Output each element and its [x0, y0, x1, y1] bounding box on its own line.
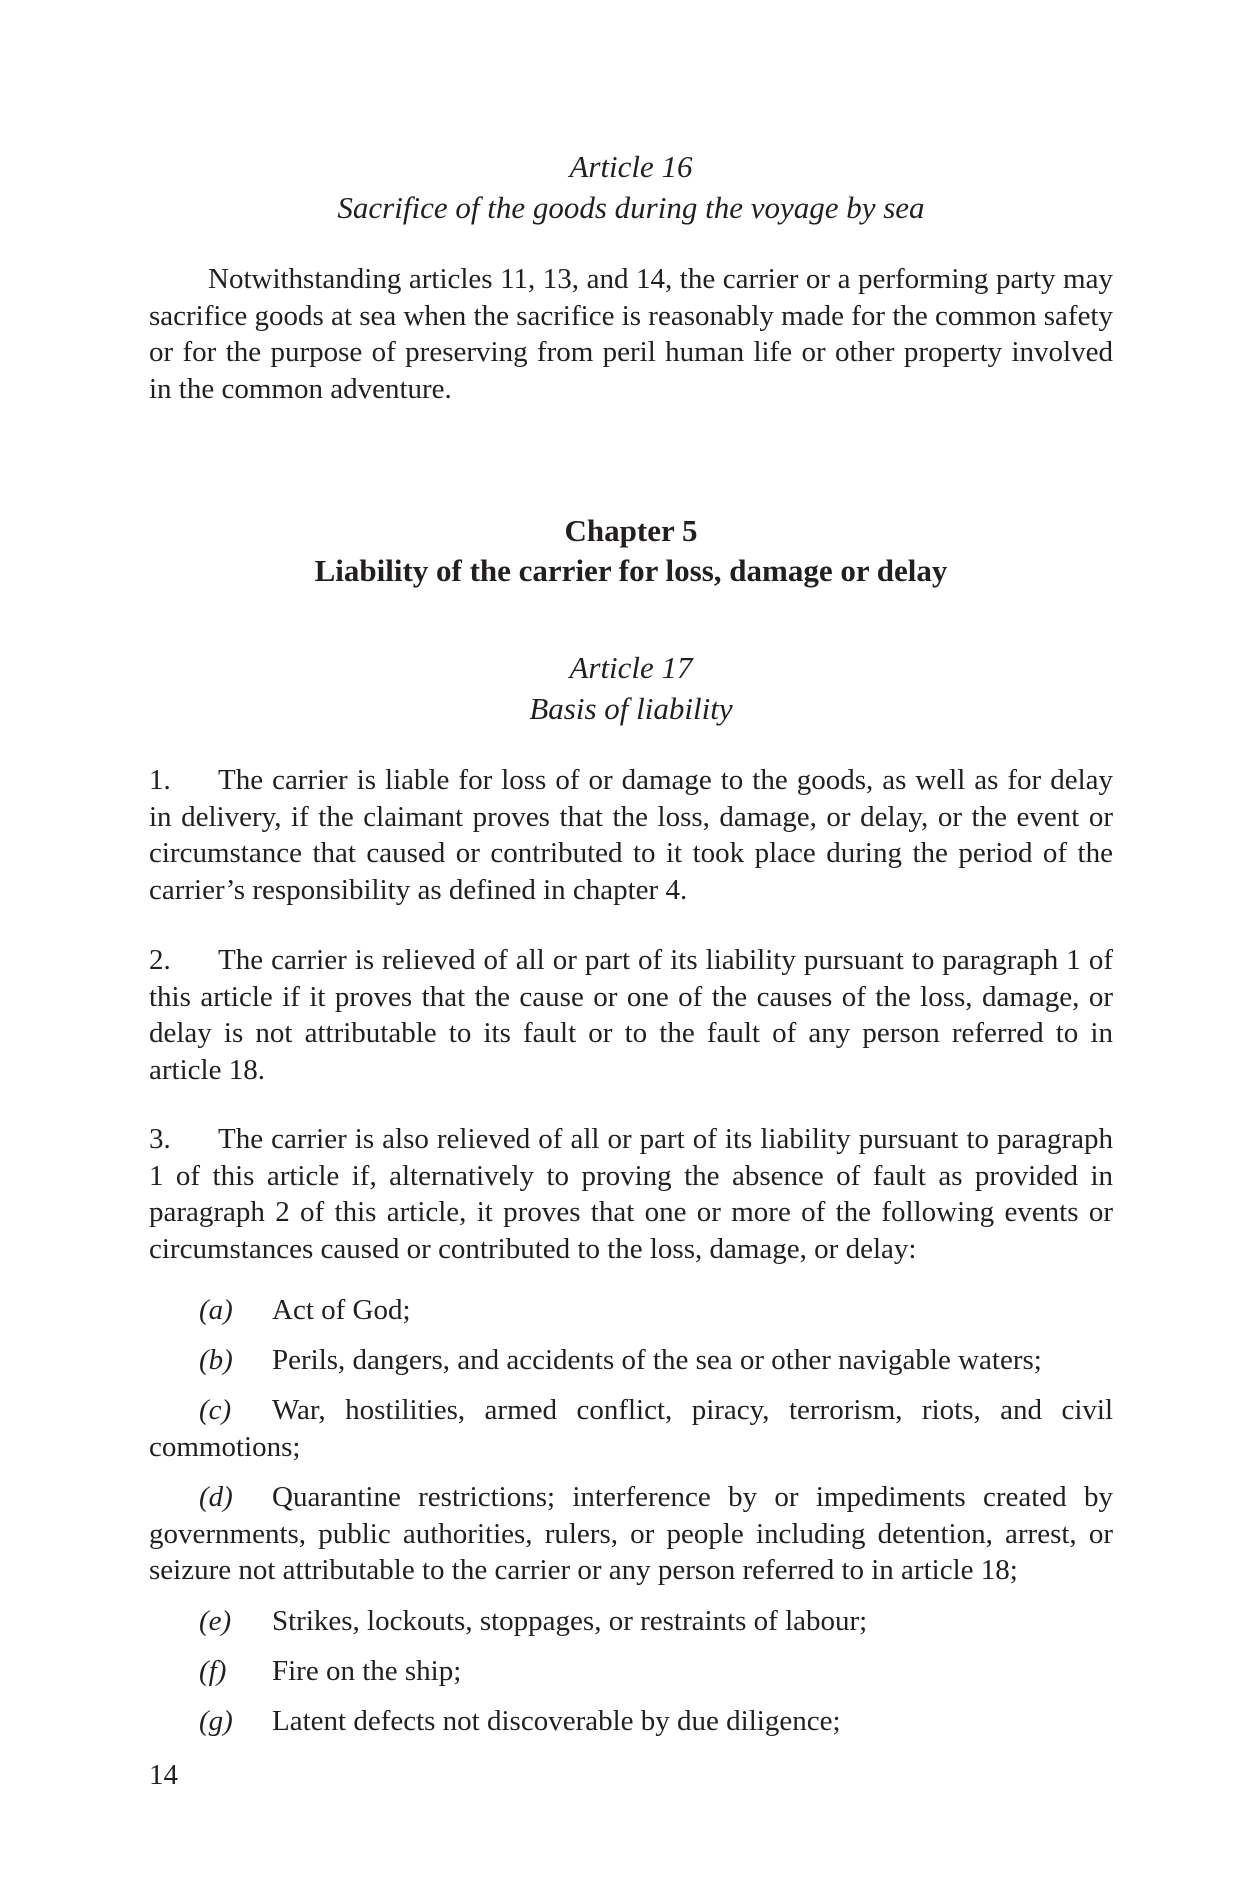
article-17-paragraph-3: [149, 1121, 1113, 1267]
item-letter: (e): [199, 1605, 232, 1637]
item-letter: (b): [199, 1344, 233, 1376]
list-item: [149, 1703, 1113, 1740]
chapter-5-subtitle: Liability of the carrier for loss, damage or delay: [314, 553, 948, 588]
article-16-body: [149, 261, 1113, 407]
list-item: [149, 1653, 1113, 1690]
list-item: [149, 1392, 1113, 1465]
item-text: Fire on the ship;: [272, 1655, 462, 1687]
paragraph-number: 1.: [149, 764, 171, 796]
article-17-paragraph-2: [149, 942, 1113, 1088]
item-text: Quarantine restrictions; interference by or impediments created by governments, public authorities, rulers, or people including detention, arrest, or seizure not attributable to the carrier or any person referred to in article 18;: [149, 1481, 1113, 1586]
item-text: War, hostilities, armed conflict, piracy, terrorism, riots, and civil commotions;: [149, 1394, 1113, 1463]
paragraph-text: The carrier is liable for loss of or damage to the goods, as well as for delay in delivery, if the claimant proves that the loss, damage, or delay, or the event or circumstance that caused or contributed to it took place during the period of the carrier’s responsibility as defined in chapter 4.: [149, 764, 1113, 906]
paragraph-text: The carrier is relieved of all or part of its liability pursuant to paragraph 1 of this article if it proves that the cause or one of the causes of the loss, damage, or delay is not attributable to its fault or to the fault of any person referred to in article 18.: [149, 944, 1113, 1086]
article-16-title: Article 16: [569, 149, 693, 184]
item-text: Act of God;: [272, 1294, 411, 1326]
article-16-paragraph: Notwithstanding articles 11, 13, and 14, the carrier or a performing party may sacrifice goods at sea when the sacrifice is reasonably made for the common safety or for the purpose of preserving from peril human life or other property involved in the common adventure.: [149, 263, 1113, 405]
article-17-subtitle: Basis of liability: [529, 691, 733, 726]
list-item: [149, 1342, 1113, 1379]
item-letter: (a): [199, 1294, 233, 1326]
chapter-5-title: Chapter 5: [564, 513, 698, 548]
item-letter: (c): [199, 1394, 232, 1426]
item-letter: (f): [199, 1655, 227, 1687]
paragraph-number: 3.: [149, 1123, 171, 1155]
list-item: [149, 1603, 1113, 1640]
paragraph-text: The carrier is also relieved of all or part of its liability pursuant to paragraph 1 of this article if, alternatively to proving the absence of fault as provided in paragraph 2 of this article, it proves that one or more of the following events or circumstances caused or contributed to the loss, damage, or delay:: [149, 1123, 1113, 1265]
item-text: Perils, dangers, and accidents of the sea or other navigable waters;: [272, 1344, 1042, 1376]
item-letter: (d): [199, 1481, 233, 1513]
list-item: [149, 1479, 1113, 1589]
item-text: Strikes, lockouts, stoppages, or restraints of labour;: [272, 1605, 868, 1637]
article-17-title: Article 17: [569, 650, 693, 685]
article-17-paragraph-1: [149, 762, 1113, 908]
article-16-subtitle: Sacrifice of the goods during the voyage by sea: [337, 190, 925, 225]
list-item: [149, 1292, 1113, 1329]
page-number: 14: [149, 1759, 178, 1791]
item-text: Latent defects not discoverable by due diligence;: [272, 1705, 841, 1737]
item-letter: (g): [199, 1705, 233, 1737]
paragraph-number: 2.: [149, 944, 171, 976]
